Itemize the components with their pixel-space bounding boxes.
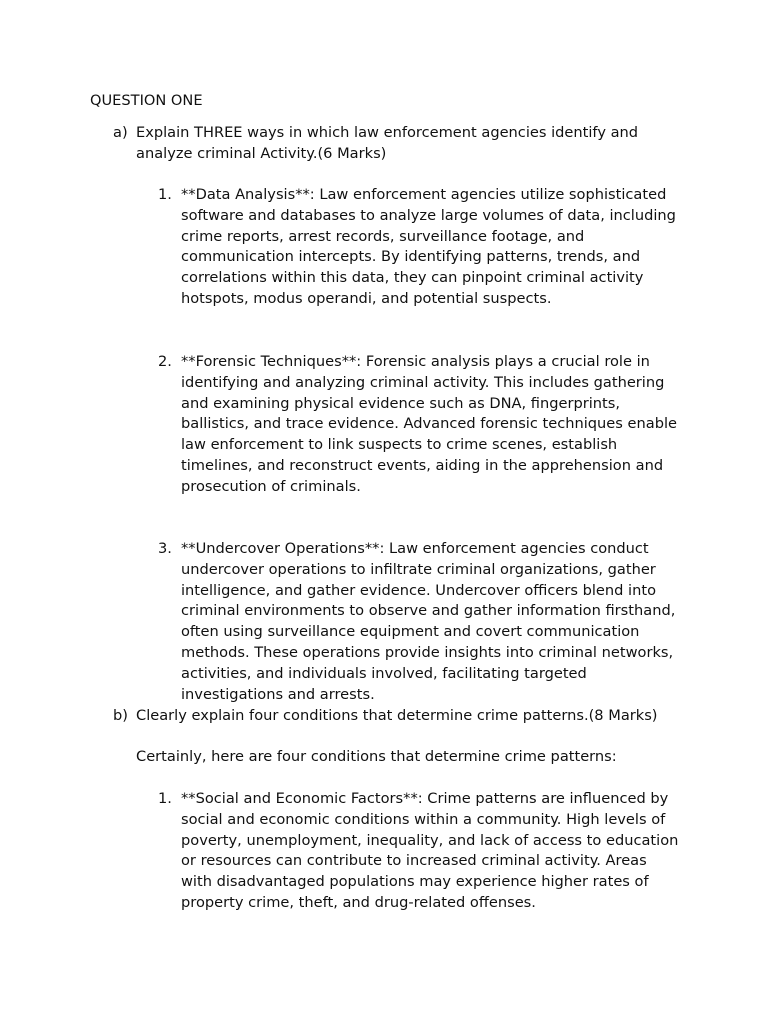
part-a-item-1-text: **Data Analysis**: Law enforcement agencies utilize sophisticated software and databases to analyze large volumes of data, including crime reports, arrest records, surveillance footage, and communication intercepts. By identifying patterns, trends, and correlations within this data, they can pinpoint criminal activity hotspots, modus operandi, and potential suspects.: [181, 186, 676, 307]
part-a-item-2-number: 2.: [158, 353, 172, 370]
part-a-item-3-number: 3.: [158, 540, 172, 557]
part-b-intro: Certainly, here are four conditions that determine crime patterns:: [136, 748, 617, 765]
part-b-item-1-number: 1.: [158, 790, 172, 807]
part-a-item-2-text: **Forensic Techniques**: Forensic analysis plays a crucial role in identifying and analyzing criminal activity. This includes gathering and examining physical evidence such as DNA, fingerprints, ballistics, and trace evidence. Advanced forensic techniques enable law enforcement to link suspects to crime scenes, establish timelines, and reconstruct events, aiding in the apprehension and prosecution of criminals.: [181, 353, 677, 495]
part-a-item-3-text: **Undercover Operations**: Law enforcement agencies conduct undercover operations to infiltrate criminal organizations, gather intelligence, and gather evidence. Undercover officers blend into criminal environments to observe and gather information firsthand, often using surveillance equipment and covert communication methods. These operations provide insights into criminal networks, activities, and individuals involved, facilitating targeted investigations and arrests.: [181, 540, 676, 703]
part-a-label: a): [113, 124, 128, 141]
part-a-question: Explain THREE ways in which law enforcement agencies identify and analyze criminal Activity.(6 Marks): [136, 124, 639, 162]
part-b-question: Clearly explain four conditions that determine crime patterns.(8 Marks): [136, 707, 658, 724]
question-heading: QUESTION ONE: [90, 92, 203, 109]
part-a-item-1-number: 1.: [158, 186, 172, 203]
part-b-label: b): [113, 707, 128, 724]
part-b-item-1-text: **Social and Economic Factors**: Crime patterns are influenced by social and economic conditions within a community. High levels of poverty, unemployment, inequality, and lack of access to education or resources can contribute to increased criminal activity. Areas with disadvantaged populations may experience higher rates of property crime, theft, and drug-related offenses.: [181, 790, 679, 911]
